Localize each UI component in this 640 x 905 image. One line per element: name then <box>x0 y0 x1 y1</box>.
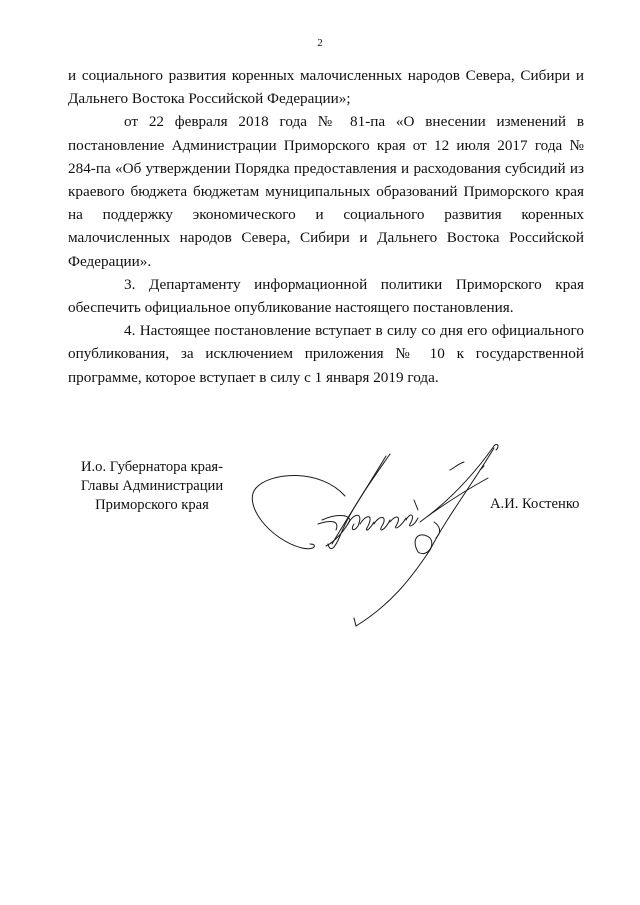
paragraph-continuation: и социального развития коренных малочисленных народов Севера, Сибири и Дальнего Востока Российской Федерации»; <box>68 67 584 108</box>
paragraph-item-3: 3. Департаменту информационной политики Приморского края обеспечить официальное опубликование настоящего постановления. <box>68 275 584 317</box>
handwritten-signature-icon <box>240 440 510 630</box>
signatory-title-line: Главы Администрации <box>80 478 224 494</box>
signatory-title-line: И.о. Губернатора края- <box>80 459 224 475</box>
document-body <box>68 64 584 389</box>
paragraph-item-4: 4. Настоящее постановление вступает в силу со дня его официального опубликования, за исключением приложения № 10 к государственной программе, которое вступает в силу с 1 января 2019 года. <box>68 322 584 386</box>
signatory-name: А.И. Костенко <box>490 496 580 512</box>
signatory-title <box>68 458 236 515</box>
signatory-title-line: Приморского края <box>95 497 209 513</box>
paragraph-amendment-reference: от 22 февраля 2018 года № 81-па «О внесении изменений в постановление Администрации Приморского края от 12 июля 2017 года № 284-па «Об утверждении Порядка предоставления и расходования субсидий из краевого бюджета бюджетам муниципальных образований Приморского края на поддержку экономического и социального развития коренных малочисленных народов Севера, Сибири и Дальнего Востока Российской Федерации». <box>68 113 584 270</box>
page-number: 2 <box>317 37 323 49</box>
